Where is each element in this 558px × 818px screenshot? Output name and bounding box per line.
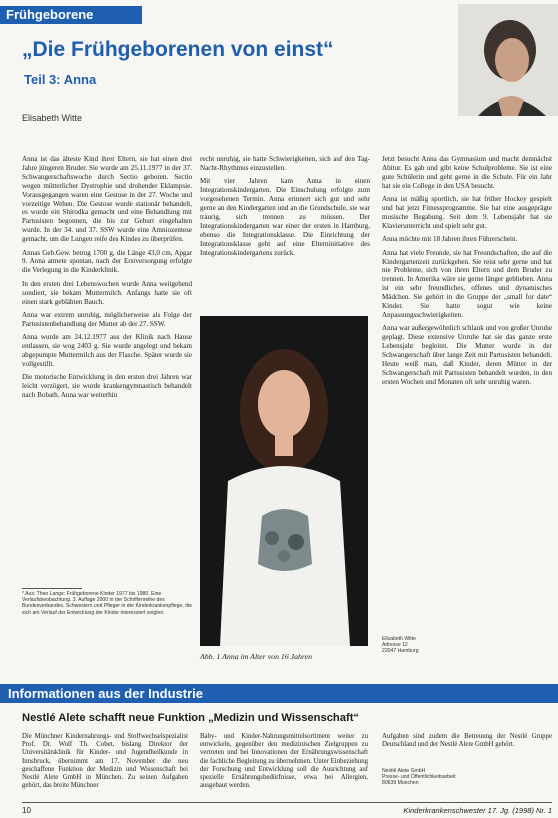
paragraph: Die motorische Entwicklung in den ersten drei Jahren war leicht verzögert, sie wurde krankengymnastisch behandelt nach Bobath. Anna war weiterhin xyxy=(22,373,192,400)
paragraph: Anna war außergewöhnlich schlank und von großer Unruhe geplagt. Diese extensive Unruhe hat sie das ganze erste Lebensjahr begleitet. Die Mutter wurde in der Schwangerschaft über lange Zeit mit Partusisten behandelt. Heute weiß man, daß Kinder, deren Mütter in der Schwangerschaft mit Partusisten behandelt wurden, in den ersten Wochen und Monaten oft sehr unruhig waren. xyxy=(382,324,552,386)
industry-banner: Informationen aus der Industrie xyxy=(0,684,558,703)
paragraph: Jetzt besucht Anna das Gymnasium und macht demnächst Abitur. Es gab und gibt keine Schulprobleme. Sie ist eine gute Schülerin und geht gerne in die Schule. Für ein Jahr hat sie ein College in den USA besucht. xyxy=(382,155,552,190)
paragraph: Annas Geb.Gew. betrug 1700 g, die Länge 43,0 cm, Apgar 9. Anna atmete spontan, nach der Erstversorgung erfolgte die Verlegung in die Kinderklinik. xyxy=(22,248,192,275)
article-subtitle: Teil 3: Anna xyxy=(24,72,97,87)
page-number: 10 xyxy=(22,806,31,815)
journal-footer: Kinderkrankenschwester 17. Jg. (1998) Nr. 1 xyxy=(403,806,552,815)
footnote: * Aus: Theo Lange: Frühgeborene Kinder 1977 bis 1980. Eine Verlaufsbeobachtung. 3. Auflage 2000 in der Schriftenreihe des Bundesverbandes. Schwestern und Pfleger in der Kinderkrankenpflege, die sich am Verlauf der Entwicklung der Kinder interessiert zeigten. xyxy=(22,591,192,616)
article-column-2 xyxy=(200,155,370,311)
news-column-3: Aufgaben sind zudem die Betreuung der Nestlé Gruppe Deutschland und der Nestlé Alete GmbH gehört. xyxy=(382,733,552,749)
paragraph: Anna ist mäßig sportlich, sie hat früher Hockey gespielt und hat jetzt Fitnessprogramme. Sie hat eine ausgeprägte musische Begabung. Seit dem 9. Lebensjahr hat sie Klavierunterricht und spielt sehr gut. xyxy=(382,195,552,230)
paragraph: Anna ist das älteste Kind ihrer Eltern, sie hat einen drei Jahre jüngeren Bruder. Sie wurde am 25.11.1977 in der 37. Schwangerschaftswoche durch Sectio geboren. Sectio wegen mütterlicher Dystrophie und drohender Eklampsie. Vorausgegangen waren eine Gestose in der 27. Woche und vorzeitige Wehen. Die Gestose wurde stationär behandelt, es wurde ein Shirodka gemacht und eine Behandlung mit Partusisten begonnen, die bis zur Geburt eingehalten wurde. In der 34. und 37. SSW wurde eine Amniozentese gemacht, um die Lungen reife des Kindes zu überprüfen. xyxy=(22,155,192,244)
news-column-1: Die Münchner Kindernahrungs- und Stoffwechselspezialist Prof. Dr. Wolf Th. Cobet, bislang Direktor der Universitätsklinik für Kinder- und Jugendheilkunde in Innsbruck, übernimmt am 17. November die neu geschaffene Funktion der Medizin und Wissenschaft bei Nestlé Alete GmbH in München. Zu seinen Aufgaben gehört, das breite Münchner xyxy=(22,733,188,790)
paragraph: Anna wurde am 24.12.1977 aus der Klinik nach Hause entlassen, sie wog 2403 g. Sie wurde angelegt und bekam abgepumpte Muttermilch aus der Flasche. Später wurde sie vollgestillt. xyxy=(22,333,192,369)
news-title: Nestlé Alete schafft neue Funktion „Medizin und Wissenschaft“ xyxy=(22,712,360,724)
news-column-2: Baby- und Kinder-Nahrungsmittelsortiment weiter zu entwickeln, gegenüber den medizinischen Zielgruppen zu vertreten und bei Innovationen der Ernährungswissenschaft die fachliche Begleitung zu übernehmen. Unter Einbeziehung der Forschung und Entwicklung soll die Ausrichtung auf spezielle Ernährungsbedürfnisse, etwa bei Allergien, ausgebaut werden. xyxy=(200,733,368,790)
article-title: „Die Frühgeborenen von einst“ xyxy=(22,38,334,61)
author-portrait-photo xyxy=(458,4,558,116)
portrait-icon xyxy=(458,4,558,116)
article-column-3 xyxy=(382,155,552,581)
author-address: Elisabeth Witte Adresse 12 22047 Hamburg xyxy=(382,636,419,655)
paragraph: Anna möchte mit 18 Jahren ihren Führerschein. xyxy=(382,235,518,244)
paragraph: Anna hat viele Freunde, sie hat Freundschaften, die auf die Kindergartenzeit zurückgehen. Sie reist sehr gerne und hat nie Probleme, sich von ihren Eltern und dem Bruder zu trennen. In Amerika wäre sie gerne länger geblieben. Anna ist ein sehr freundliches, offenes und dynamisches Mädchen. Sie gehört in die Gruppe der „small for date“ Kinder. Sie hatte sogut wie keine Anpassungsschwierigkeiten. xyxy=(382,248,552,319)
footnote-rule xyxy=(22,588,82,589)
article-column-1 xyxy=(22,155,192,579)
photo-caption: Abb. 1 Anna im Alter von 16 Jahren xyxy=(200,652,313,661)
news-signature: Nestlé Alete GmbH Presse- und Öffentlichkeitsarbeit 80639 München xyxy=(382,768,456,787)
article-author: Elisabeth Witte xyxy=(22,113,83,123)
section-tag: Frühgeborene xyxy=(0,6,142,24)
anna-photo xyxy=(200,316,368,646)
paragraph: Mit vier Jahren kam Anna in einen Integrationskindergarten. Die Einschulung erfolgte zum vorgesehenen Termin. Anna erinnert sich gut und sehr gerne an den Kindergarten und an die Grundschule, sie war traurig, sich trennen zu müssen. Der Integrationskindergarten war einer der ersten in Hamburg, ebenso die Integrationsklasse. Die Einrichtung der Integrationsklasse geht auf eine Elterninitiative des Integrationskindergartens zurück. xyxy=(200,177,370,257)
girl-photo-icon xyxy=(200,316,368,646)
paragraph: Anna war extrem unruhig, möglicherweise als Folge der Partusistenbehandlung der Mutter ab der 27. SSW. xyxy=(22,311,192,328)
paragraph: recht unruhig, sie hatte Schwierigkeiten, sich auf den Tag-Nacht-Rhythmus einzustellen. xyxy=(200,155,370,172)
paragraph: In den ersten drei Lebenswochen wurde Anna weitgehend sondiert, sie bekam Muttermilch. Anfangs hatte sie oft einen stark geblähten Bauch. xyxy=(22,279,192,306)
footer-rule xyxy=(22,802,552,803)
